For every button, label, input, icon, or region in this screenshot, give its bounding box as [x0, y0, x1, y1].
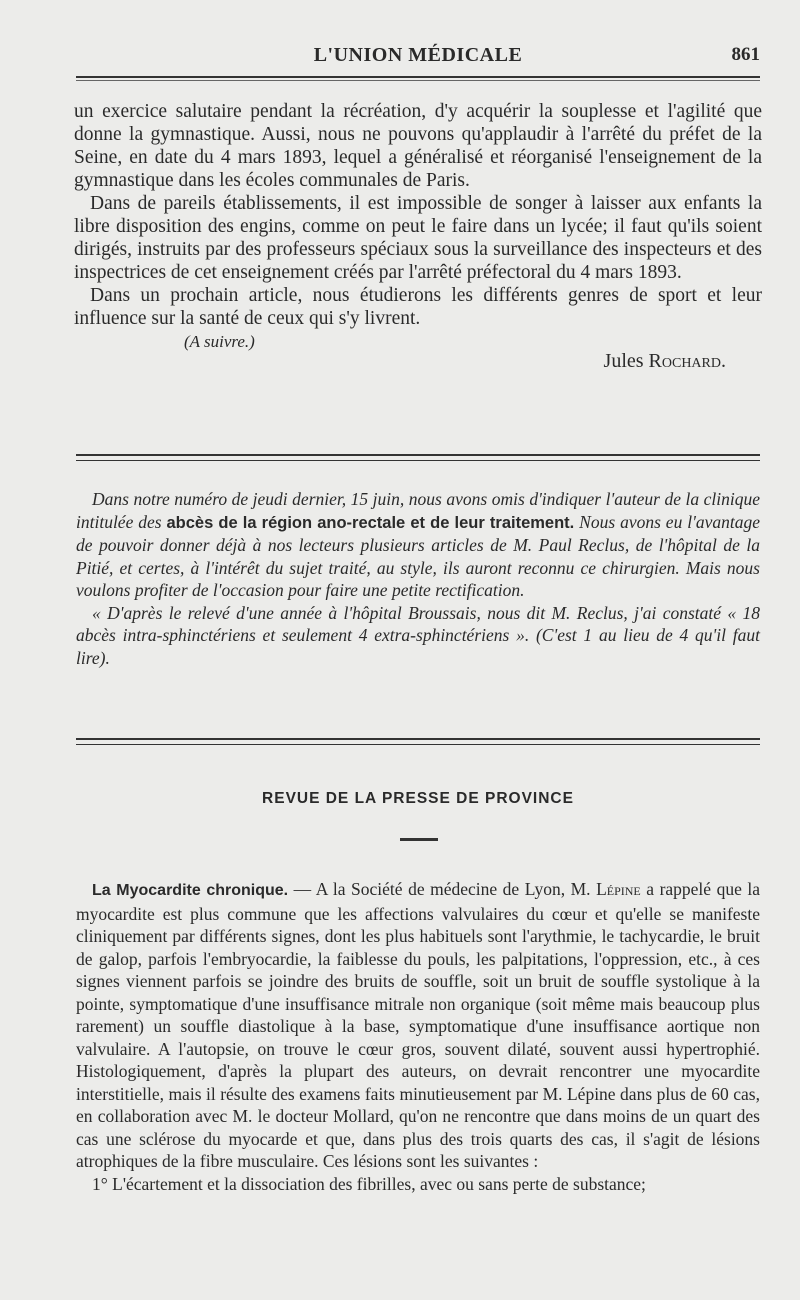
article-paragraph: La Myocardite chronique. — A la Société de médecine de Lyon, M. Lépine a rappelé que la myocardite est plus commune que les affections valvulaires du cœur et qu'elle se manifeste cliniquement par différents signes, dont les plus habituels sont l'arythmie, le tachycardie, le bruit de galop, parfois l'embryocardie, la faiblesse du pouls, les palpitations, l'oppression, etc., à ces signes viennent parfois se joindre des bruits de souffle, soit un bruit de souffle systolique à la pointe, symptomatique d'une insuffisance mitrale non organique (soit même mais beaucoup plus rarement) un souffle diastolique à la base, symptomatique d'une insuffisance aortique non valvulaire. A l'autopsie, on trouve le cœur gros, souvent dilaté, souvent aussi hypertrophié. Histologiquement, d'après la plupart des auteurs, on devrait rencontrer une myocardite interstitielle, mais il résulte des examens faits minutieusement par M. Lépine dans plus de 60 cas, en collaboration avec M. le docteur Mollard, qu'on ne rencontre que dans moins de un quart des cas une sclérose du myocarde et que, dans plus des trois quarts des cas, il s'agit de lésions atrophiques de la fibre musculaire. Ces lésions sont les suivantes : [76, 879, 760, 1171]
paragraph: Dans un prochain article, nous étudierons les différents genres de sport et leur influence sur la santé de ceux qui s'y livrent. [74, 285, 762, 329]
page-number: 861 [731, 44, 760, 65]
author-signature: Jules Rochard. [603, 350, 726, 372]
article-title: abcès de la région ano-rectale et de leur traitement. [166, 513, 575, 532]
signature-block [74, 330, 762, 376]
short-rule [400, 838, 438, 841]
page-header [76, 44, 760, 72]
journal-title: L'UNION MÉDICALE [313, 44, 523, 66]
note-quote: « D'après le relevé d'une année à l'hôpital Broussais, nous dit M. Reclus, j'ai constaté « 18 abcès intra-sphinctériens et seulement 4 extra-sphinctériens ». (C'est 1 au lieu de 4 qu'il faut lire). [76, 602, 760, 668]
paragraph: Dans de pareils établissements, il est impossible de songer à laisser aux enfants la libre disposition des engins, comme on peut le faire dans un lycée; il faut qu'ils soient dirigés, instruits par des professeurs spéciaux sous la surveillance des inspecteurs et des inspectrices de cet enseignement créés par l'arrêté préfectoral du 4 mars 1893. [74, 193, 762, 283]
myocardite-article [76, 878, 760, 1195]
header-rule [76, 76, 760, 81]
section-title: REVUE DE LA PRESSE DE PROVINCE [262, 790, 574, 807]
editorial-note [76, 488, 760, 669]
section-divider [76, 738, 760, 745]
to-be-continued: (A suivre.) [184, 332, 255, 351]
list-item: 1° L'écartement et la dissociation des fibrilles, avec ou sans perte de substance; [92, 1173, 646, 1194]
note-paragraph: Dans notre numéro de jeudi dernier, 15 juin, nous avons omis d'indiquer l'auteur de la clinique intitulée des abcès de la région ano-rectale et de leur traitement. Nous avons eu l'avantage de pouvoir donner déjà à nos lecteurs plusieurs articles de M. Paul Reclus, de l'hôpital de la Pitié, et certes, à l'intérêt du sujet traité, au style, ils auront reconnu ce chirurgien. Mais nous voulons profiter de l'occasion pour faire une petite rectification. [76, 489, 760, 600]
author-name: Lépine [596, 879, 641, 899]
paragraph: un exercice salutaire pendant la récréation, d'y acquérir la souplesse et l'agilité que donne la gymnastique. Aussi, nous ne pouvons qu'applaudir à l'arrêté du préfet de la Seine, en date du 4 mars 1893, lequel a généralisé et réorganisé l'enseignement de la gymnastique dans les écoles communales de Paris. [74, 101, 762, 191]
section-divider [76, 454, 760, 461]
article-lead: La Myocardite chronique. [92, 882, 289, 899]
top-article [74, 100, 762, 376]
